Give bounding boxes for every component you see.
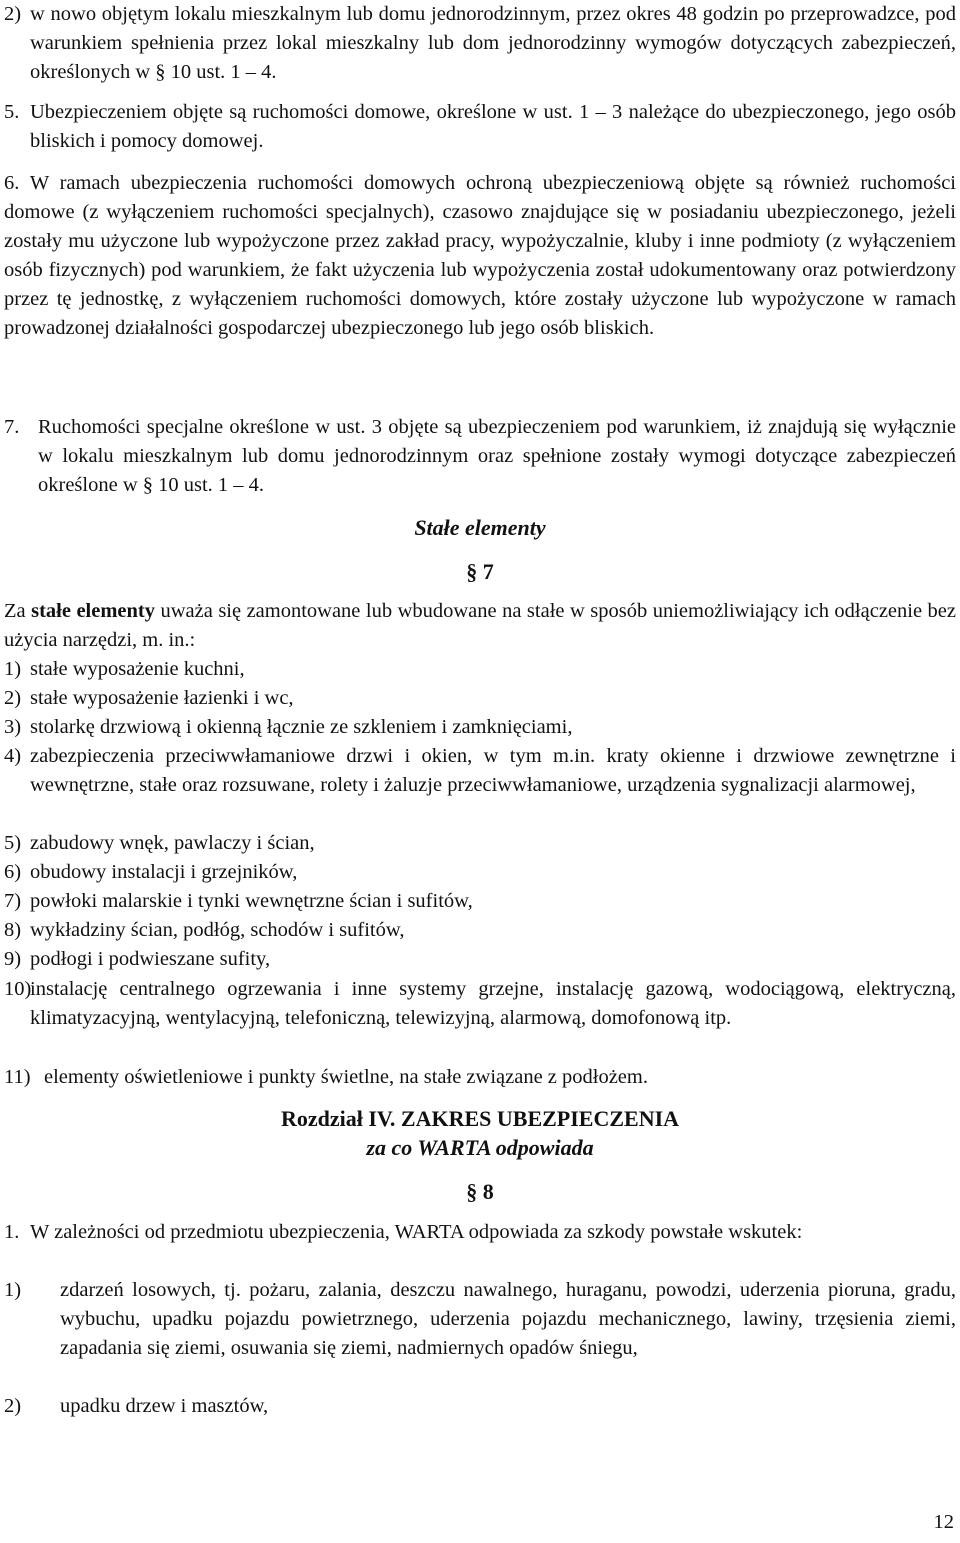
list-item <box>4 945 956 974</box>
list-item <box>4 713 956 742</box>
section-heading: Stałe elementy <box>414 515 546 540</box>
list-item <box>4 829 956 858</box>
paragraph-number: 7. <box>4 416 20 438</box>
list-item-text: zabudowy wnęk, pawlaczy i ścian, <box>30 832 315 854</box>
list-item-text: stałe wyposażenie łazienki i wc, <box>30 687 294 709</box>
list-item-number: 1) <box>4 658 22 680</box>
intro-text-end: uważa się zamontowane lub wbudowane na stałe w sposób uniemożliwiający ich odłączenie bez użycia narzędzi, m. in.: <box>4 600 956 651</box>
paragraph-number: 1. <box>4 1221 20 1243</box>
list-item-number: 6) <box>4 861 22 883</box>
intro-bold-term: stałe elementy <box>31 600 155 622</box>
list-item-number: 5) <box>4 832 22 854</box>
paragraph-7 <box>4 413 956 500</box>
list-item <box>4 742 956 800</box>
list-item-text: elementy oświetleniowe i punkty świetlne, na stałe związane z podłożem. <box>44 1066 648 1088</box>
list-item-text: zabezpieczenia przeciwwłamaniowe drzwi i okien, w tym m.in. kraty okienne i drzwiowe zewnętrzne i wewnętrzne, stałe oraz rozsuwane, rolety i żaluzje przeciwwłamaniowe, urządzenia sygnalizacji alarmowej, <box>30 745 956 796</box>
list-item <box>4 684 956 713</box>
list-item <box>4 975 956 1033</box>
chapter-title: Rozdział IV. ZAKRES UBEZPIECZENIA <box>280 1106 680 1131</box>
list-item <box>4 655 956 684</box>
list-item-number: 1) <box>4 1279 22 1301</box>
section-number: § 8 <box>466 1179 494 1204</box>
paragraph-text: W ramach ubezpieczenia ruchomości domowych ochroną ubezpieczeniową objęte są również ruchomości domowe (z wyłączeniem ruchomości specjalnych), czasowo znajdujące się w posiadaniu ubezpieczonego, jeżeli zostały mu użyczone lub wypożyczone przez zakład pracy, wypożyczalnie, kluby i inne podmioty (z wyłączeniem osób fizycznych) pod warunkiem, że fakt użyczenia lub wypożyczenia został udokumentowany oraz potwierdzony przez tę jednostkę, z wyłączeniem ruchomości domowych, które zostały użyczone lub wypożyczone w ramach prowadzonej działalności gospodarczej ubezpieczonego lub jego osób bliskich. <box>4 172 956 339</box>
paragraph-6 <box>4 169 956 343</box>
intro-text-start: Za <box>4 600 32 622</box>
list-item-text: instalację centralnego ogrzewania i inne systemy grzejne, instalację gazową, wodociągową, elektryczną, klimatyzacyjną, wentylacyjną, telefoniczną, telewizyjną, alarmową, domofonową itp. <box>30 978 956 1029</box>
list-item-number: 9) <box>4 948 22 970</box>
list-item-number: 10) <box>4 978 32 1000</box>
paragraph-number: 5. <box>4 101 20 123</box>
list-item-text: stałe wyposażenie kuchni, <box>30 658 245 680</box>
list-item-text: zdarzeń losowych, tj. pożaru, zalania, deszczu nawalnego, huraganu, powodzi, uderzenia pioruna, gradu, wybuchu, upadku pojazdu powietrznego, uderzenia pojazdu mechanicznego, lawiny, trzęsienia ziemi, zapadania się ziemi, osuwania się ziemi, nadmiernych opadów śniegu, <box>60 1279 956 1359</box>
list-item-number: 2) <box>4 687 22 709</box>
list-item-text: stolarkę drzwiową i okienną łącznie ze szkleniem i zamknięciami, <box>30 716 573 738</box>
paragraph-text: W zależności od przedmiotu ubezpieczenia, WARTA odpowiada za szkody powstałe wskutek: <box>30 1221 803 1243</box>
list-item <box>4 1276 956 1363</box>
list-item <box>4 858 956 887</box>
list-item <box>4 1392 956 1421</box>
list-item-number: 8) <box>4 919 22 941</box>
list-item-number: 11) <box>4 1066 31 1088</box>
paragraph-5 <box>4 98 956 156</box>
list-item-text: podłogi i podwieszane sufity, <box>30 948 271 970</box>
paragraph-text: Ubezpieczeniem objęte są ruchomości domowe, określone w ust. 1 – 3 należące do ubezpieczonego, jego osób bliskich i pomocy domowej. <box>30 101 956 152</box>
list-item-text: wykładziny ścian, podłóg, schodów i sufitów, <box>30 919 405 941</box>
list-item <box>4 0 956 87</box>
list-item-number: 2) <box>4 3 22 25</box>
list-item-number: 7) <box>4 890 22 912</box>
section-number: § 7 <box>466 559 494 584</box>
list-item-text: upadku drzew i masztów, <box>60 1395 269 1417</box>
list-item <box>4 1063 956 1092</box>
intro-paragraph <box>4 597 956 655</box>
list-item-text: w nowo objętym lokalu mieszkalnym lub domu jednorodzinnym, przez okres 48 godzin po przeprowadzce, pod warunkiem spełnienia przez lokal mieszkalny lub dom jednorodzinny wymogów dotyczących zabezpieczeń, określonych w § 10 ust. 1 – 4. <box>30 3 956 83</box>
list-item <box>4 916 956 945</box>
list-item-number: 2) <box>4 1395 22 1417</box>
list-item-number: 3) <box>4 716 22 738</box>
list-item-number: 4) <box>4 745 22 767</box>
chapter-subtitle: za co WARTA odpowiada <box>366 1135 594 1160</box>
paragraph-number: 6. <box>4 172 20 194</box>
paragraph-1 <box>4 1218 956 1247</box>
paragraph-text: Ruchomości specjalne określone w ust. 3 objęte są ubezpieczeniem pod warunkiem, iż znajdują się wyłącznie w lokalu mieszkalnym lub domu jednorodzinnym oraz spełnione zostały wymogi dotyczące zabezpieczeń określone w § 10 ust. 1 – 4. <box>38 416 956 496</box>
list-item-text: obudowy instalacji i grzejników, <box>30 861 298 883</box>
list-item <box>4 887 956 916</box>
page-number: 12 <box>933 1511 954 1533</box>
list-item-text: powłoki malarskie i tynki wewnętrzne ścian i sufitów, <box>30 890 473 912</box>
